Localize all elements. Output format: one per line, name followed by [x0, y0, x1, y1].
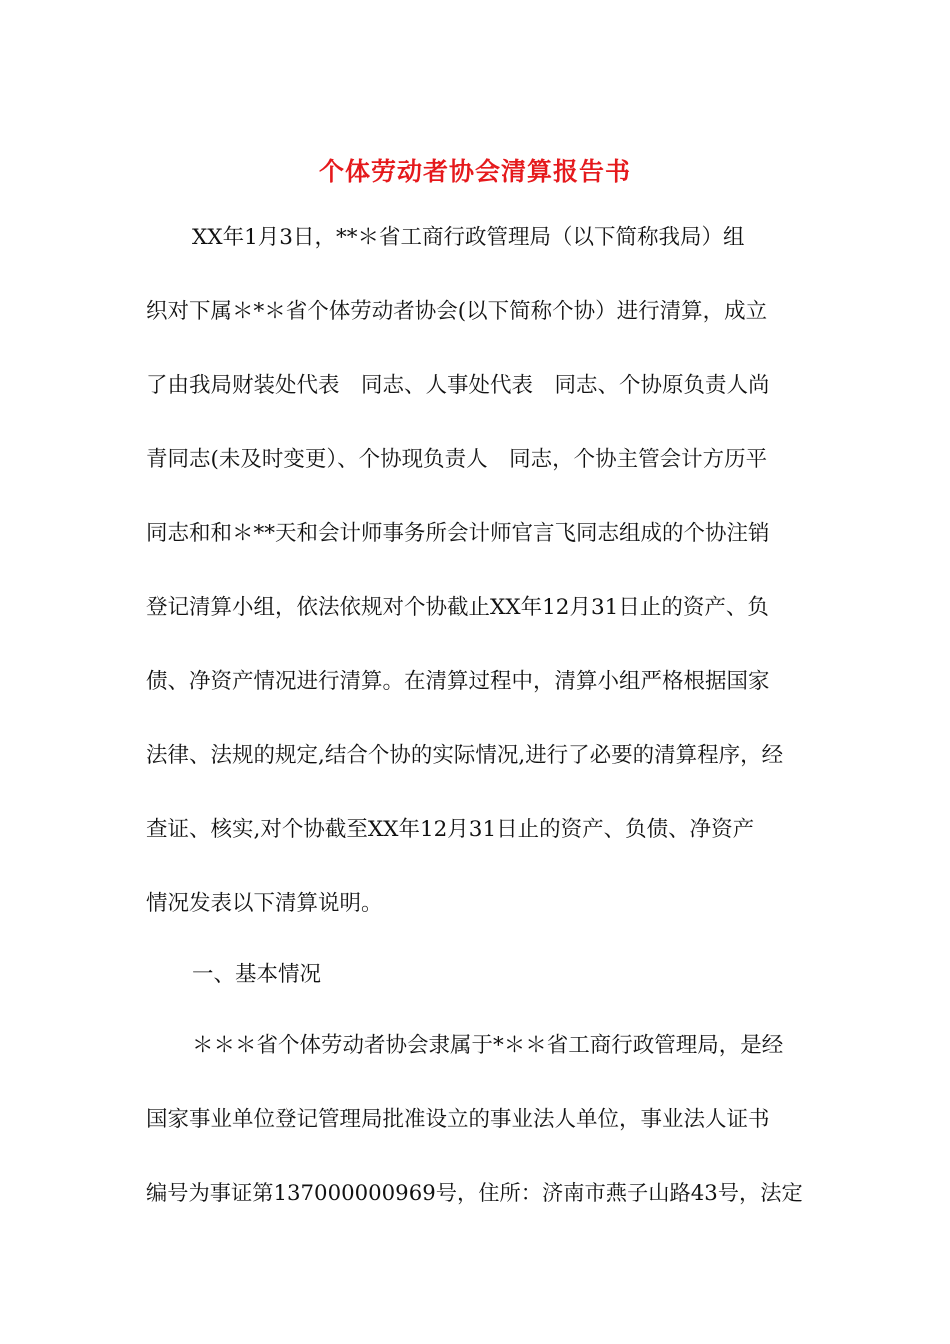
body-line-10: 情况发表以下清算说明。 [146, 891, 383, 916]
section-heading-basic-info: 一、基本情况 [192, 962, 322, 987]
body-line-13: 国家事业单位登记管理局批准设立的事业法人单位，事业法人证书 [146, 1107, 770, 1132]
document-title: 个体劳动者协会清算报告书 [318, 157, 631, 186]
body-line-2: 织对下属＊*＊省个体劳动者协会(以下简称个协）进行清算，成立 [146, 299, 768, 324]
body-line-12: ＊＊＊省个体劳动者协会隶属于*＊＊省工商行政管理局，是经 [192, 1033, 784, 1058]
body-line-6: 登记清算小组，依法依规对个协截止XX年12月31日止的资产、负 [146, 595, 769, 620]
body-line-1: XX年1月3日，**＊省工商行政管理局（以下简称我局）组 [192, 225, 745, 250]
body-line-4: 青同志(未及时变更）、个协现负责人 同志，个协主管会计方历平 [146, 447, 768, 472]
body-line-7: 债、净资产情况进行清算。在清算过程中，清算小组严格根据国家 [146, 669, 770, 694]
body-line-3: 了由我局财装处代表 同志、人事处代表 同志、个协原负责人尚 [146, 373, 770, 398]
body-line-8: 法律、法规的规定,结合个协的实际情况,进行了必要的清算程序，经 [146, 743, 784, 768]
body-line-5: 同志和和＊**天和会计师事务所会计师官言飞同志组成的个协注销 [146, 521, 770, 546]
body-line-9: 查证、核实,对个协截至XX年12月31日止的资产、负债、净资产 [146, 817, 755, 842]
body-line-14: 编号为事证第137000000969号，住所：济南市燕子山路43号，法定 [146, 1181, 803, 1206]
